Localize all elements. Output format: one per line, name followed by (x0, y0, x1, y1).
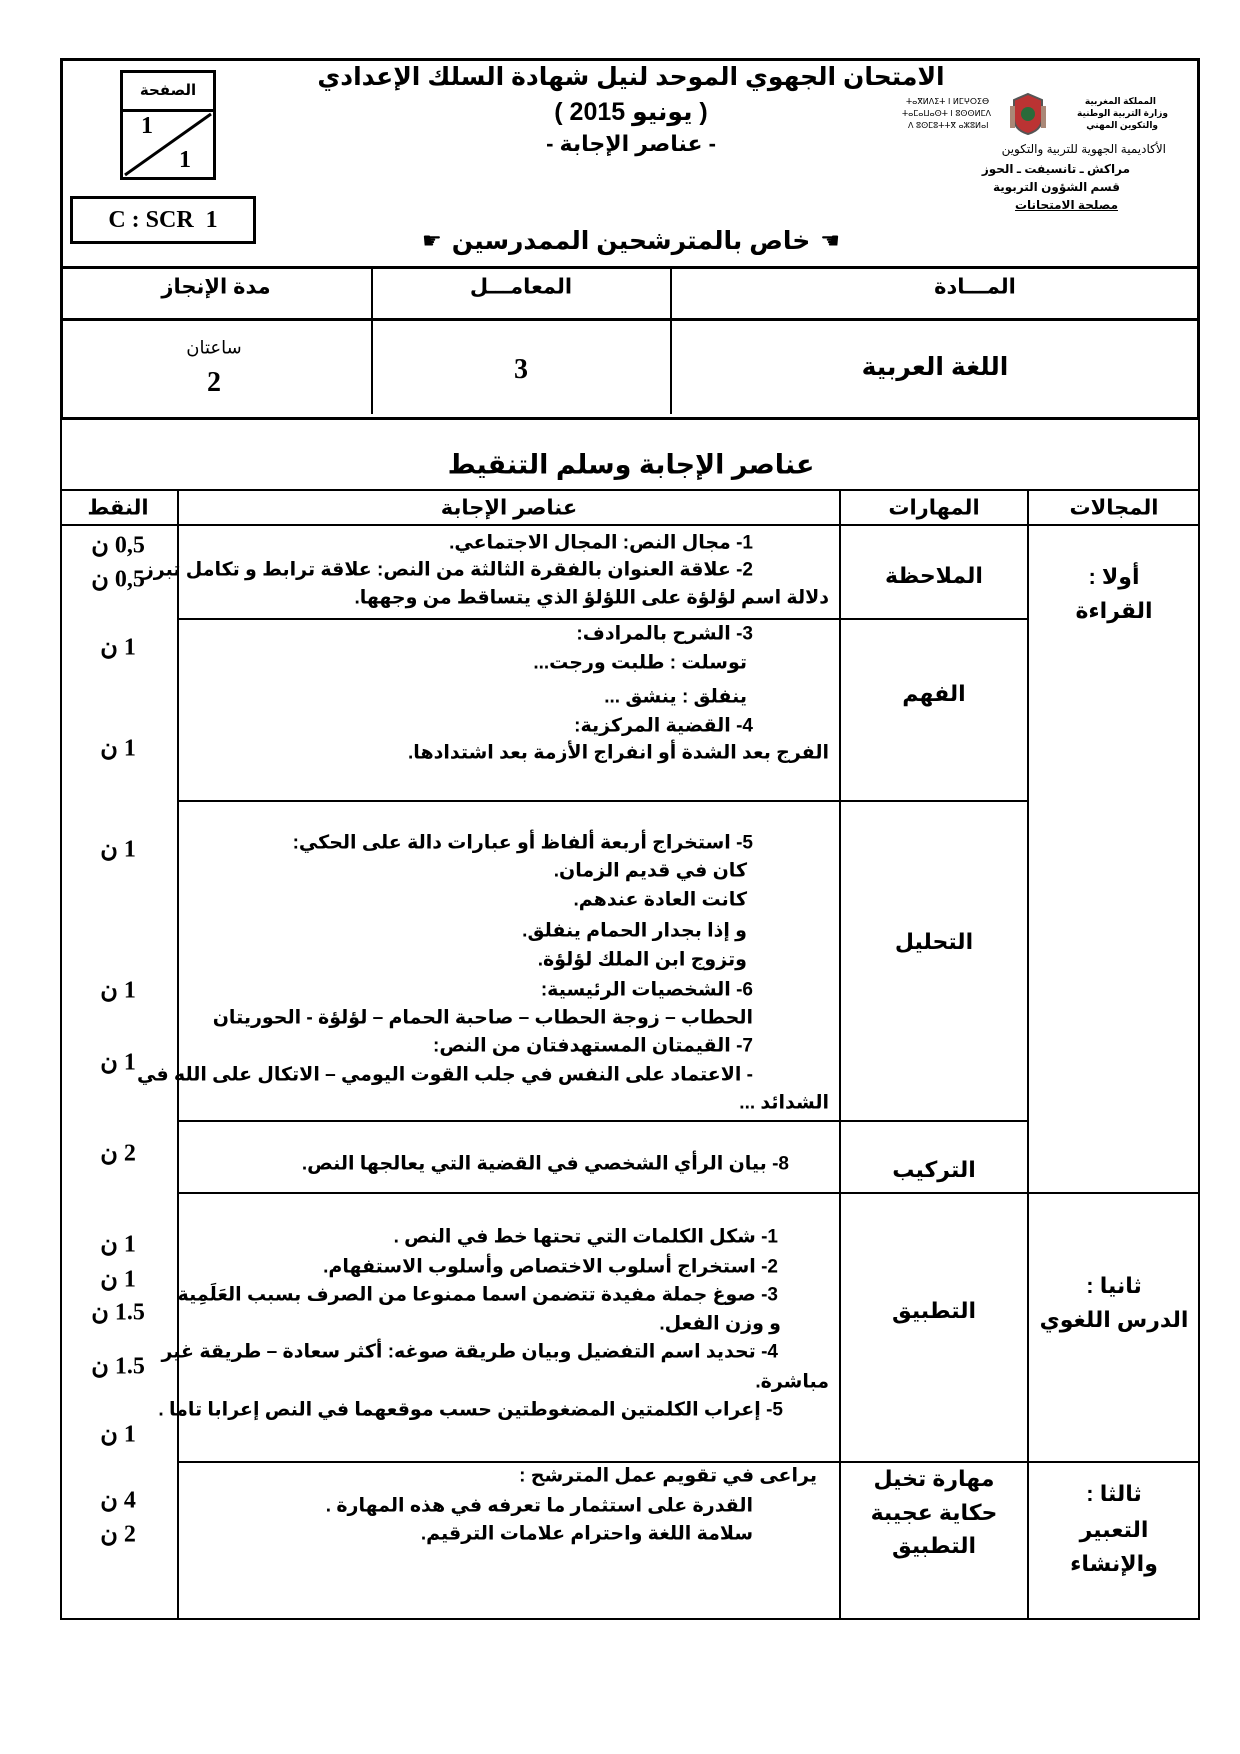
page-current: 1 (141, 113, 153, 139)
divider (1027, 489, 1029, 1619)
divider (177, 489, 179, 1619)
points-value: 4 ن (100, 1487, 136, 1514)
institution-block (900, 92, 1180, 217)
skill-synthesis: التركيب (892, 1157, 976, 1182)
answer-line: كان في قديم الزمان. (553, 860, 747, 882)
ministry-label: وزارة التربية الوطنية (1077, 108, 1168, 118)
candidates-note (422, 226, 840, 256)
domain-reading-number: أولا : (1088, 564, 1140, 589)
answer-line: دلالة اسم لؤلؤة على اللؤلؤ الذي يتساقط من وجهها. (354, 587, 829, 609)
answer-line: القدرة على استثمار ما تعرفه في هذه المهارة . (325, 1495, 753, 1517)
answer-line: 3- صوغ جملة مفيدة تتضمن اسما ممنوعا من الصرف بسبب العَلَمِية (177, 1284, 778, 1306)
answer-line: - الاعتماد على النفس في جلب القوت اليومي – الاتكال على الله في (136, 1064, 753, 1086)
kingdom-label: المملكة المغربية (1084, 96, 1156, 106)
answer-line: توسلت : طلبت ورجت... (533, 652, 747, 674)
duration-word: ساعتان (186, 337, 242, 358)
answer-line: 4- القضية المركزية: (574, 715, 753, 737)
answer-line: الشدائد ... (739, 1092, 829, 1114)
divider (177, 1120, 1029, 1122)
subject-value: اللغة العربية (861, 353, 1009, 381)
divider (60, 266, 1200, 269)
answer-line: 5- استخراج أربعة ألفاظ أو عبارات دالة على الحكي: (292, 832, 753, 854)
table-border (60, 414, 62, 1620)
points-value: 1 ن (100, 977, 136, 1004)
coefficient-label: المعامـــل (469, 275, 573, 299)
divider (371, 268, 373, 414)
divider (177, 1192, 1200, 1194)
answer-line: 8- بيان الرأي الشخصي في القضية التي يعالجها النص. (301, 1153, 789, 1175)
points-value: 1 ن (100, 1231, 136, 1258)
page-box (120, 70, 216, 180)
divider (60, 489, 1200, 491)
answer-line: 7- القيمتان المستهدفتان من النص: (433, 1035, 753, 1057)
domain-language-number: ثانيا : (1086, 1273, 1142, 1298)
points-value: 1 ن (100, 634, 136, 661)
domain-writing-2: والإنشاء (1070, 1551, 1158, 1576)
service-label: مصلحة الامتحانات (1014, 198, 1118, 212)
page-label: الصفحة (123, 73, 213, 112)
answer-line: 3- الشرح بالمرادف: (576, 623, 753, 645)
divider (60, 318, 1200, 321)
pointing-hand-icon: ☚ (422, 228, 442, 253)
divider (670, 268, 672, 414)
academy-label: الأكاديمية الجهوية للتربية والتكوين (1001, 142, 1166, 156)
answer-line: سلامة اللغة واحترام علامات الترقيم. (420, 1523, 753, 1545)
skill-comprehension: الفهم (902, 681, 966, 706)
skill-application: التطبيق (891, 1298, 977, 1323)
candidates-note-text: خاص بالمترشحين الممدرسين (451, 227, 811, 255)
header-answers: عناصر الإجابة (440, 496, 578, 520)
header-points: النقط (87, 496, 149, 520)
exam-session: ( يونيو 2015 ) (554, 98, 708, 126)
skill-writing-3: التطبيق (891, 1533, 977, 1558)
points-value: 1.5 ن (91, 1299, 145, 1326)
points-value: 1 ن (100, 1049, 136, 1076)
pointing-hand-icon: ☚ (820, 228, 840, 253)
answer-line: وتزوج ابن الملك لؤلؤة. (537, 949, 747, 971)
skill-writing-2: حكاية عجيبة (870, 1500, 998, 1525)
skill-analysis: التحليل (894, 929, 974, 954)
answer-line: و وزن الفعل. (659, 1313, 781, 1335)
answer-line: 4- تحديد اسم التفضيل وبيان طريقة صوغه: أكثر سعادة – طريقة غير (161, 1341, 778, 1363)
points-value: 1 ن (100, 1266, 136, 1293)
answer-line: يراعى في تقويم عمل المترشح : (519, 1465, 817, 1487)
divider (177, 800, 1029, 802)
points-value: 1.5 ن (91, 1353, 145, 1380)
answer-line: الحطاب – زوجة الحطاب – صاحبة الحمام – لؤلؤة - الحوريتان (212, 1007, 753, 1029)
divider (177, 1461, 1200, 1463)
skill-writing-1: مهارة تخيل (873, 1466, 995, 1491)
exam-title: الامتحان الجهوي الموحد لنيل شهادة السلك الإعدادي (317, 63, 945, 91)
divider (60, 1618, 1200, 1620)
exam-subtitle: - عناصر الإجابة - (546, 131, 716, 156)
answer-line: 2- علاقة العنوان بالفقرة الثالثة من النص: علاقة ترابط و تكامل تبرز (142, 559, 753, 581)
answer-line: 1- شكل الكلمات التي تحتها خط في النص . (393, 1226, 778, 1248)
header-skills: المهارات (888, 496, 980, 520)
duration-label: مدة الإنجاز (161, 275, 271, 299)
tifinagh-line-2: ⵜⴰⵎⴰⵡⴰⵙⵜ ⵏ ⵓⵙⵙⵍⵎⴷ (902, 109, 992, 118)
answer-line: ينفلق : ينشق ... (604, 686, 747, 708)
points-value: 1 ن (100, 836, 136, 863)
points-value: 0,5 ن (91, 566, 145, 593)
domain-writing-number: ثالثا : (1086, 1481, 1142, 1506)
header-domains: المجالات (1069, 496, 1159, 520)
region-label: مراكش ـ تانسيفت ـ الحوز (981, 162, 1130, 176)
answer-line: 6- الشخصيات الرئيسية: (540, 979, 753, 1001)
answer-line: كانت العادة عندهم. (573, 889, 747, 911)
answer-line: 1- مجال النص: المجال الاجتماعي. (449, 532, 753, 554)
domain-writing: التعبير (1079, 1517, 1149, 1542)
answer-line: الفرج بعد الشدة أو انفراج الأزمة بعد اشتدادها. (408, 742, 829, 764)
divider (839, 489, 841, 1619)
exam-code-box: C : SCR 1 (70, 196, 256, 244)
divider (60, 524, 1200, 526)
department-label: قسم الشؤون التربوية (993, 180, 1120, 194)
points-value: 0,5 ن (91, 532, 145, 559)
answer-line: 5- إعراب الكلمتين المضغوطتين حسب موقعهما في النص إعرابا تاما . (158, 1399, 783, 1421)
ministry-label-2: والتكوين المهني (1086, 120, 1158, 130)
answer-line: 2- استخراج أسلوب الاختصاص وأسلوب الاستفهام. (323, 1256, 778, 1278)
subject-label: المـــادة (934, 275, 1016, 299)
points-value: 1 ن (100, 735, 136, 762)
points-value: 1 ن (100, 1421, 136, 1448)
coefficient-value: 3 (514, 354, 528, 385)
domain-language: الدرس اللغوي (1039, 1307, 1189, 1332)
points-value: 2 ن (100, 1140, 136, 1167)
page-divider-slash (123, 112, 213, 177)
coat-of-arms-logo (1008, 92, 1048, 136)
tifinagh-line-3: ⴷ ⵓⵙⵎⵓⵜⵜⴳ ⴰⵣⵓⵍⴰⵏ (908, 121, 989, 130)
skill-observation: الملاحظة (885, 563, 983, 588)
page-total: 1 (179, 147, 191, 173)
points-value: 2 ن (100, 1521, 136, 1548)
table-border (1198, 414, 1200, 1620)
answer-line: مباشرة. (755, 1371, 829, 1393)
tifinagh-line-1: ⵜⴰⴳⵍⴷⵉⵜ ⵏ ⵍⵎⵖⵔⵉⴱ (906, 97, 990, 106)
duration-number: 2 (207, 367, 221, 398)
divider (177, 618, 1029, 620)
answer-line: و إذا بجدار الحمام ينفلق. (522, 920, 747, 942)
domain-reading: القراءة (1075, 598, 1153, 623)
section-title: عناصر الإجابة وسلم التنقيط (447, 449, 815, 480)
